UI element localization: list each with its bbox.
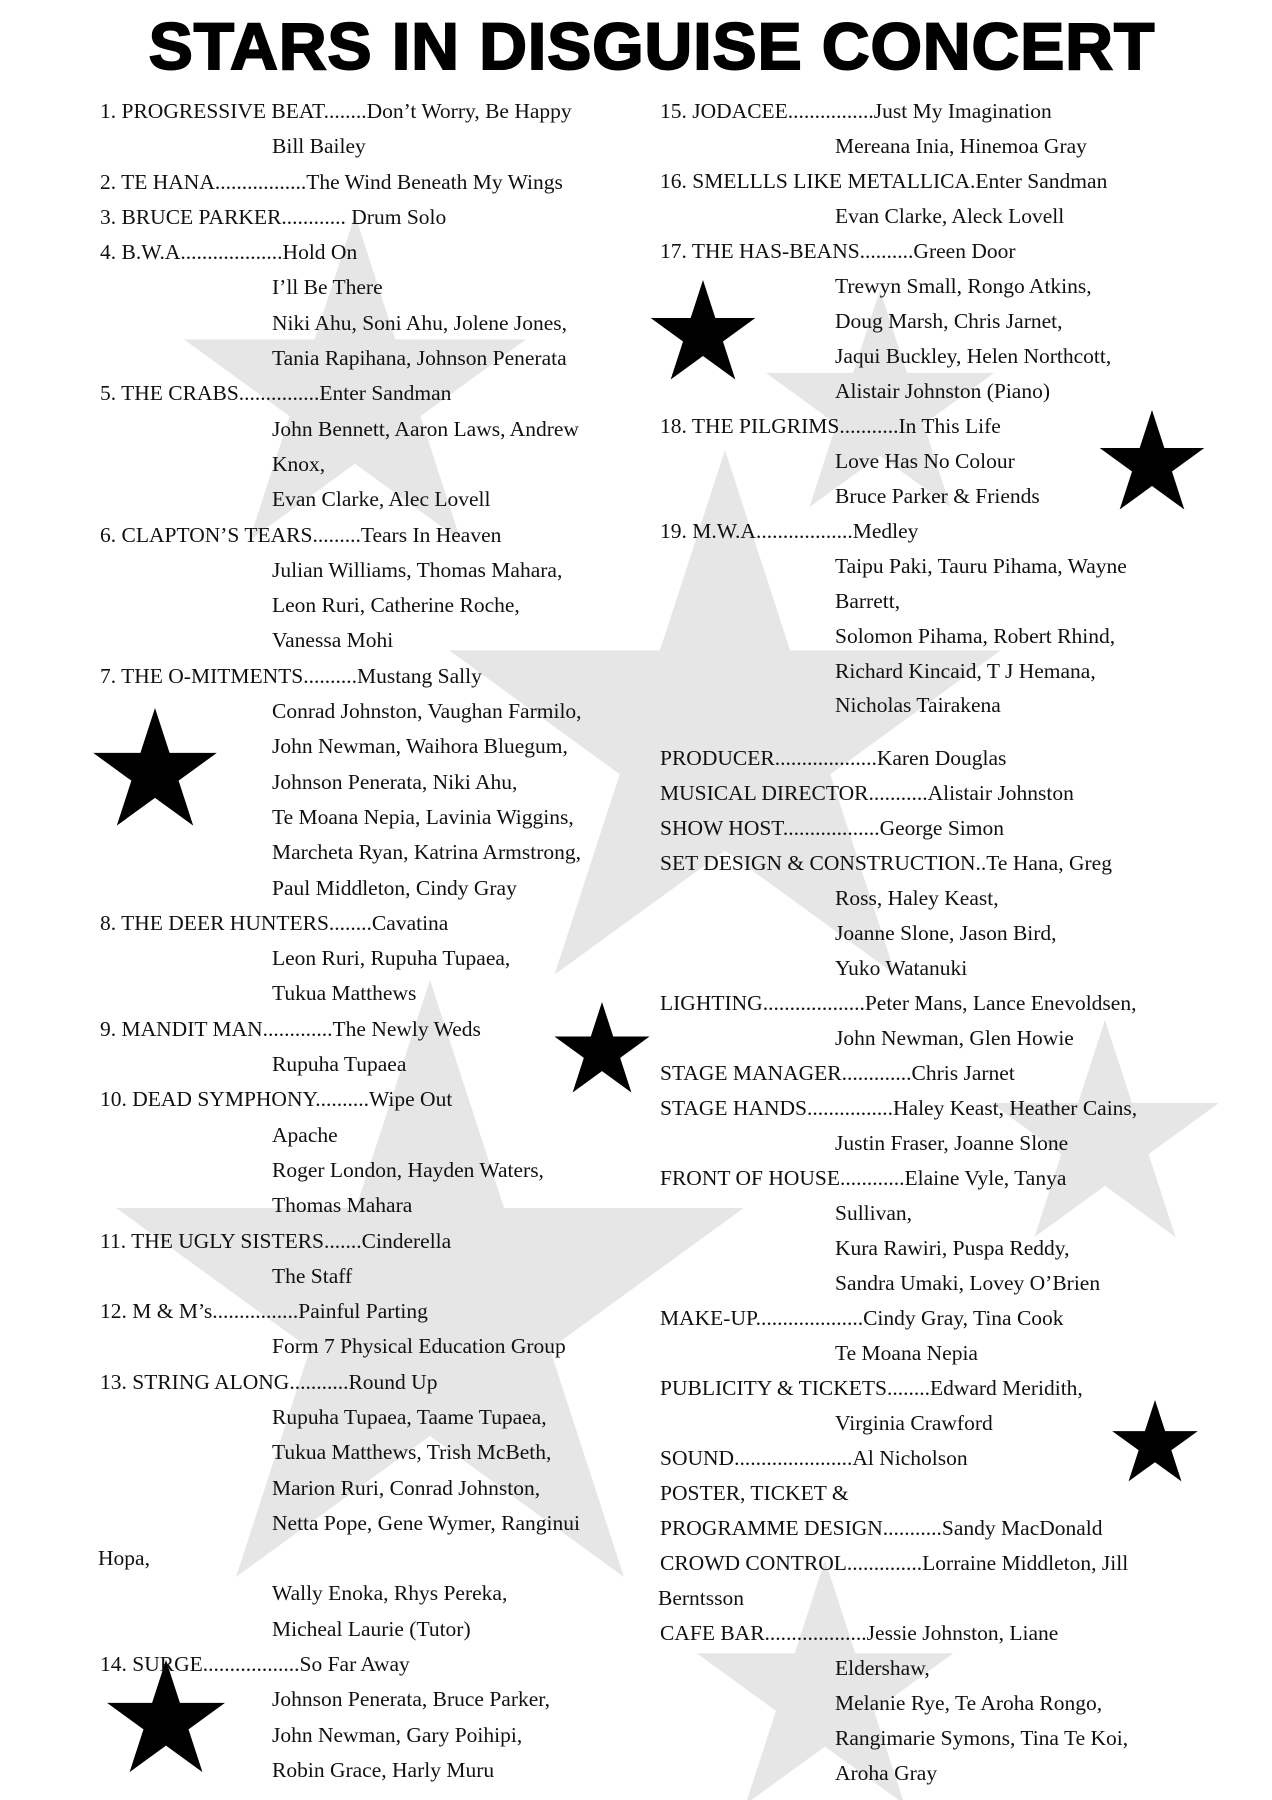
- credit-detail: Kura Rawiri, Puspa Reddy,: [835, 1236, 1070, 1260]
- act-detail: Barrett,: [835, 588, 901, 613]
- act-heading: 5. THE CRABS...............Enter Sandman: [100, 381, 452, 406]
- credit-heading: STAGE HANDS................Haley Keast, Heather Cains,: [660, 1096, 1138, 1121]
- act-detail: Love Has No Colour: [835, 448, 1015, 473]
- act-detail: Marcheta Ryan, Katrina Armstrong,: [272, 840, 582, 865]
- credit-detail: Rangimarie Symons, Tina Te Koi,: [835, 1725, 1129, 1750]
- act-heading: 1. PROGRESSIVE BEAT........Don’t Worry, Be Happy: [100, 99, 572, 123]
- act-heading: 17. THE HAS-BEANS..........Green Door: [660, 238, 1016, 263]
- act-detail: Vanessa Mohi: [272, 628, 394, 653]
- act-detail: Te Moana Nepia, Lavinia Wiggins,: [272, 804, 574, 829]
- act-heading: 4. B.W.A...................Hold On: [100, 240, 358, 265]
- act-detail: Hopa,: [98, 1546, 150, 1571]
- act-detail: Niki Ahu, Soni Ahu, Jolene Jones,: [272, 310, 568, 335]
- credit-detail: Eldershaw,: [835, 1655, 930, 1680]
- act-detail: Thomas Mahara: [272, 1193, 413, 1218]
- credit-heading: PUBLICITY & TICKETS........Edward Meridith,: [660, 1375, 1083, 1400]
- act-detail: Netta Pope, Gene Wymer, Ranginui: [272, 1510, 580, 1535]
- credit-detail: Te Moana Nepia: [835, 1340, 978, 1365]
- act-detail: Rupuha Tupaea, Taame Tupaea,: [272, 1404, 547, 1429]
- acts-column-right: [660, 94, 1220, 1791]
- act-detail: Paul Middleton, Cindy Gray: [272, 875, 517, 900]
- credit-heading: PROGRAMME DESIGN...........Sandy MacDonald: [660, 1515, 1103, 1540]
- credit-heading: POSTER, TICKET &: [660, 1480, 849, 1505]
- act-detail: Bill Bailey: [272, 134, 366, 159]
- act-detail: Johnson Penerata, Niki Ahu,: [272, 769, 518, 794]
- act-detail: Julian Williams, Thomas Mahara,: [272, 557, 563, 582]
- credit-detail: Melanie Rye, Te Aroha Rongo,: [835, 1690, 1103, 1715]
- act-detail: Tania Rapihana, Johnson Penerata: [272, 346, 567, 371]
- act-detail: Mereana Inia, Hinemoa Gray: [835, 133, 1087, 158]
- act-detail: Nicholas Tairakena: [835, 693, 1001, 718]
- act-detail: Doug Marsh, Chris Jarnet,: [835, 308, 1063, 333]
- credit-heading: STAGE MANAGER.............Chris Jarnet: [660, 1061, 1015, 1086]
- credit-detail: Virginia Crawford: [835, 1410, 993, 1435]
- act-heading: 15. JODACEE................Just My Imagination: [660, 99, 1052, 123]
- act-detail: Tukua Matthews: [272, 981, 417, 1006]
- page-title: STARS IN DISGUISE CONCERT: [148, 9, 1156, 83]
- act-heading: 14. SURGE..................So Far Away: [100, 1652, 410, 1677]
- acts-column-left: [100, 94, 650, 1788]
- act-detail: Rupuha Tupaea: [272, 1052, 407, 1077]
- act-detail: Jaqui Buckley, Helen Northcott,: [835, 343, 1112, 368]
- act-detail: I’ll Be There: [272, 275, 383, 300]
- act-heading: 19. M.W.A..................Medley: [660, 518, 919, 543]
- act-detail: John Newman, Gary Poihipi,: [272, 1722, 523, 1747]
- credit-heading: SOUND......................Al Nicholson: [660, 1445, 968, 1470]
- act-heading: 6. CLAPTON’S TEARS.........Tears In Heaven: [100, 522, 502, 547]
- act-detail: Micheal Laurie (Tutor): [272, 1616, 471, 1641]
- credit-heading: PRODUCER...................Karen Douglas: [660, 746, 1007, 771]
- act-detail: Form 7 Physical Education Group: [272, 1334, 566, 1359]
- act-detail: Bruce Parker & Friends: [835, 483, 1040, 508]
- act-heading: 10. DEAD SYMPHONY..........Wipe Out: [100, 1087, 453, 1112]
- credit-heading: CROWD CONTROL..............Lorraine Middleton, Jill: [660, 1550, 1129, 1575]
- act-detail: Knox,: [272, 451, 326, 476]
- act-detail: Conrad Johnston, Vaughan Farmilo,: [272, 699, 582, 724]
- act-detail: Solomon Pihama, Robert Rhind,: [835, 623, 1116, 648]
- act-detail: Evan Clarke, Aleck Lovell: [835, 203, 1065, 228]
- act-detail: Johnson Penerata, Bruce Parker,: [272, 1687, 550, 1712]
- credit-detail: Ross, Haley Keast,: [835, 886, 999, 911]
- act-detail: Leon Ruri, Rupuha Tupaea,: [272, 946, 511, 971]
- act-heading: 12. M & M’s................Painful Parting: [100, 1299, 428, 1324]
- credit-detail: Sullivan,: [835, 1201, 913, 1226]
- act-heading: 8. THE DEER HUNTERS........Cavatina: [100, 910, 449, 935]
- credit-detail: Joanne Slone, Jason Bird,: [835, 921, 1057, 946]
- act-detail: The Staff: [272, 1263, 353, 1288]
- act-detail: Trewyn Small, Rongo Atkins,: [835, 273, 1092, 298]
- credit-detail: Aroha Gray: [835, 1760, 938, 1785]
- credit-detail: Sandra Umaki, Lovey O’Brien: [835, 1270, 1101, 1295]
- act-heading: 11. THE UGLY SISTERS.......Cinderella: [100, 1228, 452, 1253]
- credit-detail: Justin Fraser, Joanne Slone: [835, 1131, 1069, 1156]
- credit-heading: SHOW HOST..................George Simon: [660, 816, 1004, 841]
- credit-heading: CAFE BAR...................Jessie Johnston, Liane: [660, 1620, 1059, 1645]
- act-detail: Wally Enoka, Rhys Pereka,: [272, 1581, 508, 1606]
- credit-heading: LIGHTING...................Peter Mans, Lance Enevoldsen,: [660, 991, 1137, 1016]
- credit-heading: FRONT OF HOUSE............Elaine Vyle, Tanya: [660, 1166, 1067, 1191]
- act-detail: John Newman, Waihora Bluegum,: [272, 734, 568, 759]
- act-detail: Evan Clarke, Alec Lovell: [272, 487, 491, 512]
- credit-detail: Berntsson: [658, 1585, 744, 1610]
- credit-detail: Yuko Watanuki: [835, 956, 968, 981]
- act-heading: 13. STRING ALONG...........Round Up: [100, 1369, 438, 1394]
- act-detail: Leon Ruri, Catherine Roche,: [272, 593, 520, 618]
- act-detail: Robin Grace, Harly Muru: [272, 1757, 495, 1782]
- act-detail: Marion Ruri, Conrad Johnston,: [272, 1475, 541, 1500]
- credit-heading: SET DESIGN & CONSTRUCTION..Te Hana, Greg: [660, 851, 1112, 876]
- act-detail: Taipu Paki, Tauru Pihama, Wayne: [835, 553, 1127, 578]
- act-heading: 2. TE HANA.................The Wind Beneath My Wings: [100, 169, 563, 194]
- act-heading: 3. BRUCE PARKER............ Drum Solo: [100, 204, 447, 229]
- credit-detail: John Newman, Glen Howie: [835, 1026, 1074, 1051]
- act-detail: Richard Kincaid, T J Hemana,: [835, 658, 1096, 683]
- credit-heading: MAKE-UP....................Cindy Gray, Tina Cook: [660, 1305, 1064, 1330]
- act-detail: Alistair Johnston (Piano): [835, 378, 1050, 403]
- act-heading: 7. THE O-MITMENTS..........Mustang Sally: [100, 663, 482, 688]
- credit-heading: MUSICAL DIRECTOR...........Alistair Johnston: [660, 781, 1074, 806]
- act-heading: 16. SMELLLS LIKE METALLICA.Enter Sandman: [660, 168, 1108, 193]
- act-heading: 9. MANDIT MAN.............The Newly Weds: [100, 1016, 481, 1041]
- act-detail: Roger London, Hayden Waters,: [272, 1157, 544, 1182]
- act-heading: 18. THE PILGRIMS...........In This Life: [660, 413, 1001, 438]
- act-detail: Apache: [272, 1122, 338, 1147]
- act-detail: Tukua Matthews, Trish McBeth,: [272, 1440, 552, 1465]
- act-detail: John Bennett, Aaron Laws, Andrew: [272, 416, 579, 441]
